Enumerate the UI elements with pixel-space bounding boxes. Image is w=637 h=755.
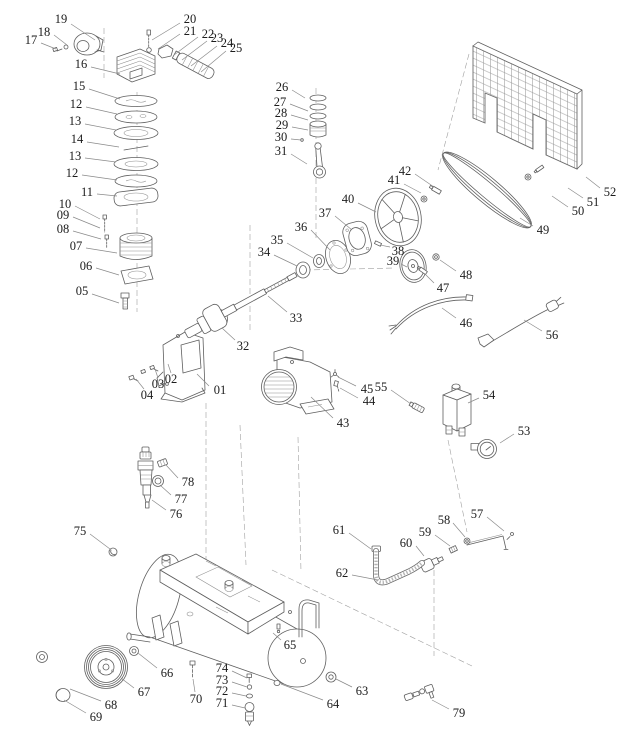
leader-line-14 [87, 142, 119, 147]
part-label-11: 11 [80, 185, 94, 199]
leader-line-66 [138, 653, 157, 668]
part-label-05: 05 [75, 284, 89, 298]
part-label-63: 63 [355, 684, 369, 698]
piston-kit-drawing [301, 95, 326, 178]
part-label-27: 27 [273, 95, 287, 109]
part-label-49: 49 [536, 223, 550, 237]
leader-line-45 [338, 377, 356, 386]
part-label-58: 58 [437, 513, 451, 527]
crankshaft-drawing [180, 263, 302, 345]
part-label-20: 20 [183, 12, 197, 26]
leader-line-40 [358, 203, 376, 212]
drain-valve-drawing [245, 674, 254, 726]
part-label-22: 22 [201, 27, 215, 41]
leader-line-47 [425, 274, 434, 283]
leader-line-35 [287, 243, 313, 258]
tank-plug-drawing [326, 672, 336, 682]
part-label-34: 34 [257, 245, 271, 259]
leader-line-71 [232, 705, 245, 708]
leader-line-06 [96, 268, 119, 275]
part-label-72: 72 [215, 684, 229, 698]
leader-line-07 [86, 248, 117, 253]
leader-line-16 [91, 67, 120, 74]
part-label-19: 19 [54, 12, 68, 26]
part-label-09: 09 [56, 208, 70, 222]
part-label-42: 42 [398, 164, 412, 178]
part-label-08: 08 [56, 222, 70, 236]
part-label-55: 55 [374, 380, 388, 394]
part-label-69: 69 [89, 710, 103, 724]
part-label-50: 50 [571, 204, 585, 218]
part-label-44: 44 [362, 394, 376, 408]
part-label-59: 59 [418, 525, 432, 539]
leader-line-11 [97, 194, 117, 196]
v-belt-drawing [435, 144, 538, 236]
regulator-nut-drawing [157, 458, 168, 467]
part-label-73: 73 [215, 673, 229, 687]
leader-line-58 [453, 523, 465, 537]
part-label-54: 54 [482, 388, 496, 402]
part-label-14: 14 [70, 132, 84, 146]
part-label-57: 57 [470, 507, 484, 521]
leader-line-18 [54, 35, 67, 45]
part-label-31: 31 [274, 144, 288, 158]
valve-plates-drawing [113, 96, 158, 207]
part-label-36: 36 [294, 220, 308, 234]
part-label-32: 32 [236, 339, 250, 353]
axle-bolt-drawing [190, 661, 195, 678]
shaft-key-drawing [374, 241, 381, 246]
part-label-66: 66 [160, 666, 174, 680]
belt-guard-grille-drawing [473, 42, 582, 169]
leader-line-27 [290, 104, 308, 111]
leader-line-30 [291, 139, 301, 140]
part-label-16: 16 [74, 57, 88, 71]
pressure-gauge-drawing [471, 440, 497, 459]
outlet-pipe-drawing [467, 533, 514, 550]
leader-line-55 [391, 390, 411, 404]
part-label-53: 53 [517, 424, 531, 438]
part-label-30: 30 [274, 130, 288, 144]
leader-line-42 [415, 174, 434, 187]
part-label-39: 39 [386, 254, 400, 268]
wheel-drawing [85, 646, 128, 689]
part-label-64: 64 [326, 697, 340, 711]
flywheel-bolt-drawing [421, 185, 441, 202]
leader-line-33 [268, 296, 287, 312]
leader-line-75 [90, 534, 110, 549]
motor-drawing [262, 347, 335, 414]
part-label-67: 67 [137, 685, 151, 699]
part-label-35: 35 [270, 233, 284, 247]
leader-line-05 [92, 294, 119, 303]
pressure-switch-drawing [443, 384, 471, 436]
leader-line-17 [41, 43, 56, 49]
leader-line-63 [336, 679, 352, 687]
part-label-60: 60 [399, 536, 413, 550]
head-bolt-drawing [147, 30, 152, 52]
head-studs-drawing [103, 215, 109, 248]
base-gasket-drawing [121, 266, 153, 284]
part-label-18: 18 [37, 25, 51, 39]
part-label-47: 47 [436, 281, 450, 295]
part-label-41: 41 [387, 173, 401, 187]
leader-line-70 [193, 679, 195, 692]
part-label-74: 74 [215, 661, 229, 675]
leader-line-12 [82, 175, 117, 180]
part-label-46: 46 [459, 316, 473, 330]
flywheel-drawing [369, 184, 426, 250]
leader-line-31 [291, 154, 307, 164]
part-label-26: 26 [275, 80, 289, 94]
leader-line-34 [274, 255, 297, 266]
part-label-29: 29 [275, 118, 289, 132]
outlet-fitting-drawing [158, 45, 216, 80]
leader-line-57 [487, 517, 504, 531]
part-label-51: 51 [586, 195, 600, 209]
leader-line-59 [435, 535, 450, 546]
part-label-71: 71 [215, 696, 229, 710]
part-label-10: 10 [58, 197, 72, 211]
part-label-62: 62 [335, 566, 349, 580]
leader-line-76 [152, 500, 166, 510]
leader-line-46 [442, 308, 456, 318]
leader-line-32 [222, 328, 235, 340]
drain-cock-drawing [404, 684, 437, 706]
grille-screw-drawing [525, 165, 544, 180]
part-label-13: 13 [68, 149, 82, 163]
breather-fitting-drawing [121, 293, 129, 309]
part-label-43: 43 [336, 416, 350, 430]
pipe-washer-drawing [464, 538, 470, 544]
leader-line-15 [89, 89, 120, 99]
part-label-13: 13 [68, 114, 82, 128]
part-label-06: 06 [79, 259, 93, 273]
part-label-12: 12 [69, 97, 83, 111]
pipe-nut-drawing [449, 546, 457, 553]
part-label-07: 07 [69, 239, 83, 253]
leader-line-74 [232, 671, 247, 678]
part-label-37: 37 [318, 206, 332, 220]
leader-line-25 [201, 51, 226, 72]
leader-line-29 [292, 127, 308, 130]
leader-line-68 [70, 689, 101, 701]
part-label-68: 68 [104, 698, 118, 712]
part-label-17: 17 [24, 33, 38, 47]
motor-bolts-drawing [331, 370, 339, 393]
leader-line-48 [440, 260, 456, 271]
leader-line-73 [232, 682, 247, 687]
part-label-33: 33 [289, 311, 303, 325]
leader-line-09 [73, 217, 100, 228]
leader-line-26 [292, 90, 305, 98]
leader-line-53 [500, 434, 514, 443]
regulator-drawing [138, 447, 164, 508]
part-label-01: 01 [213, 383, 227, 397]
leader-line-23 [182, 41, 207, 60]
leader-line-77 [160, 485, 171, 495]
part-label-75: 75 [73, 524, 87, 538]
part-label-15: 15 [72, 79, 86, 93]
cylinder-drawing [120, 233, 152, 260]
leader-line-56 [524, 320, 542, 331]
leader-line-61 [349, 533, 371, 549]
part-label-24: 24 [220, 36, 234, 50]
cylinder-head-drawing [117, 49, 155, 82]
braided-hose-drawing [376, 551, 422, 582]
part-label-45: 45 [360, 382, 374, 396]
leader-line-79 [432, 700, 449, 709]
leader-line-72 [232, 693, 246, 696]
part-label-04: 04 [140, 388, 154, 402]
leader-line-51 [568, 188, 583, 198]
part-label-25: 25 [229, 41, 243, 55]
part-label-77: 77 [174, 492, 188, 506]
part-label-79: 79 [452, 706, 466, 720]
leader-line-36 [311, 230, 330, 250]
part-label-02: 02 [164, 372, 178, 386]
leader-line-13 [85, 158, 116, 162]
leader-line-28 [291, 115, 308, 120]
leader-line-24 [191, 46, 217, 66]
part-label-70: 70 [189, 692, 203, 706]
part-label-03: 03 [151, 377, 165, 391]
plug-75-drawing [109, 548, 117, 556]
leader-line-38 [380, 245, 390, 247]
leader-line-44 [340, 388, 358, 398]
part-label-23: 23 [210, 31, 224, 45]
part-label-21: 21 [183, 24, 197, 38]
leader-line-69 [64, 700, 86, 713]
part-label-12: 12 [65, 166, 79, 180]
leader-line-13 [85, 124, 116, 130]
leader-line-22 [174, 37, 198, 55]
crankcase-drawing [157, 332, 205, 402]
part-label-78: 78 [181, 475, 195, 489]
part-label-61: 61 [332, 523, 346, 537]
leader-line-52 [586, 177, 600, 188]
seal-35-drawing [314, 255, 325, 268]
part-label-28: 28 [274, 106, 288, 120]
leader-line-20 [152, 23, 180, 40]
leader-line-50 [552, 196, 568, 207]
leader-line-78 [166, 465, 178, 478]
leader-line-12 [86, 107, 117, 114]
part-label-38: 38 [391, 244, 405, 258]
switch-screw-drawing [409, 401, 425, 413]
leader-line-10 [75, 206, 100, 219]
part-label-40: 40 [341, 192, 355, 206]
part-label-56: 56 [545, 328, 559, 342]
leader-line-08 [73, 231, 101, 239]
leader-line-60 [416, 546, 424, 556]
part-label-52: 52 [603, 185, 617, 199]
part-label-76: 76 [169, 507, 183, 521]
part-label-65: 65 [283, 638, 297, 652]
bearing-34-drawing [296, 262, 310, 278]
part-label-48: 48 [459, 268, 473, 282]
leader-line-67 [121, 678, 134, 688]
wheel-cap-drawing [56, 689, 70, 702]
